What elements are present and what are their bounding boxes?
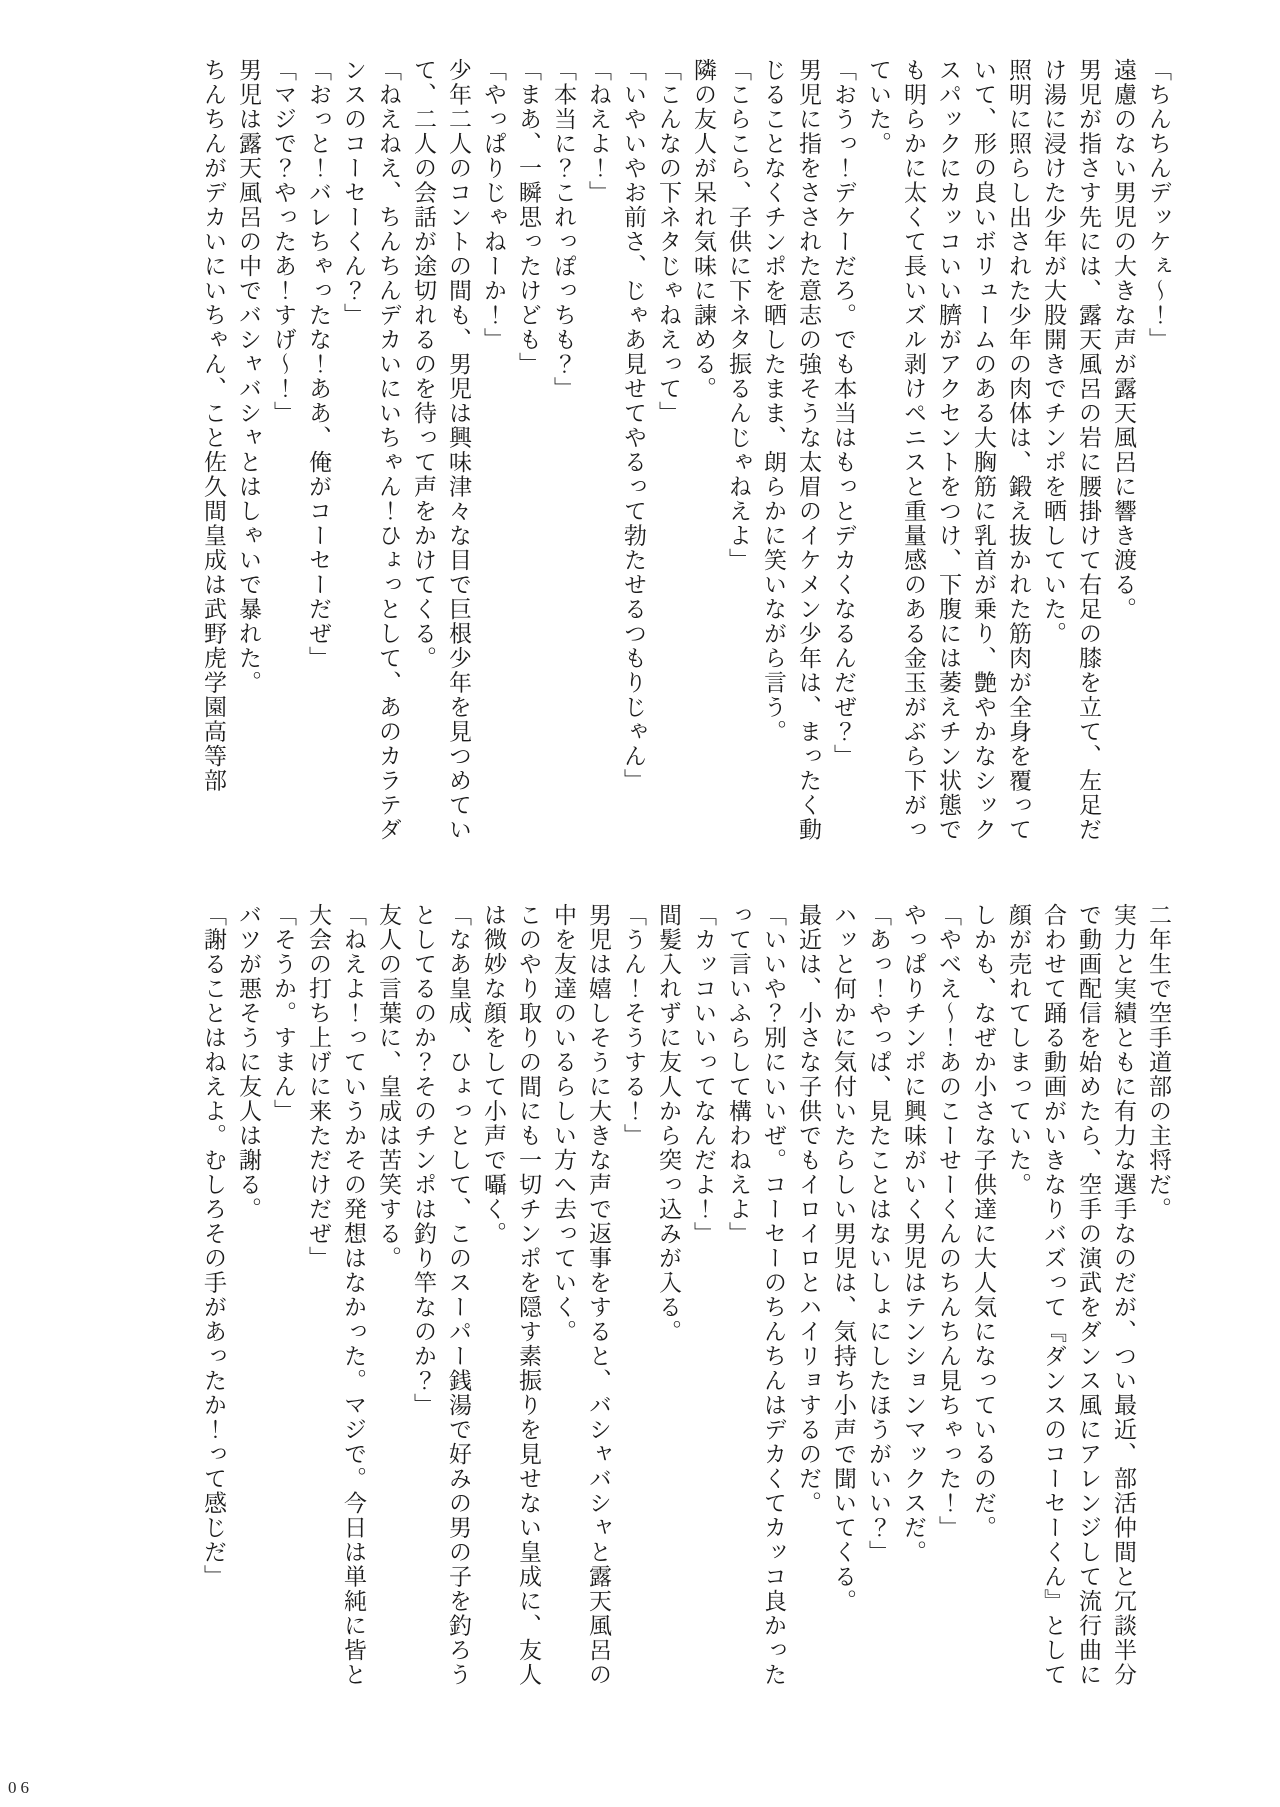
paragraph: 「まあ、一瞬思ったけども」 xyxy=(516,58,541,377)
text-block-bottom xyxy=(196,903,1176,1695)
paragraph: しかも、なぜか小さな子供達に大人気になっているのだ。 xyxy=(971,903,996,1540)
paragraph: やっぱりチンポに興味がいく男児はテンションマックスだ。 xyxy=(901,903,926,1565)
paragraph: 実力と実績ともに有力な選手なのだが、つい最近、部活仲間と冗談半分で動画配信を始めたら、空手の演武をダンス風にアレンジして流行曲に合わせて踊る動画がいきなりバズって『ダンスのコーセーくん』として顔が売れてしまっていた。 xyxy=(1006,903,1136,1687)
paragraph: 「やべえ～！あのこーせーくんのちんちん見ちゃった！」 xyxy=(936,903,961,1540)
paragraph: バツが悪そうに友人は謝る。 xyxy=(236,903,261,1222)
paragraph: 「本当に？これっぽっちも？」 xyxy=(551,58,576,401)
paragraph: 間髪入れずに友人から突っ込みが入る。 xyxy=(656,903,681,1344)
paragraph: 「こんなの下ネタじゃねえって」 xyxy=(656,58,681,426)
paragraph: 友人の言葉に、皇成は苦笑する。 xyxy=(376,903,401,1271)
paragraph: 男児が指さす先には、露天風呂の岩に腰掛けて右足の膝を立て、左足だけ湯に浸けた少年が大股開きでチンポを晒していた。 xyxy=(1041,58,1101,842)
paragraph: 「ねえよ！」 xyxy=(586,58,611,205)
paragraph: 「うん！そうする！」 xyxy=(621,903,646,1148)
paragraph: 「こらこら、子供に下ネタ振るんじゃねえよ」 xyxy=(726,58,751,573)
text-block-top xyxy=(196,58,1176,850)
paragraph: このやり取りの間にも一切チンポを隠す素振りを見せない皇成に、友人は微妙な顔をして小声で囁く。 xyxy=(481,903,541,1687)
paragraph: 少年二人のコントの間も、男児は興味津々な目で巨根少年を見つめていて、二人の会話が途切れるのを待って声をかけてくる。 xyxy=(411,58,471,842)
paragraph: 「ねえよ！っていうかその発想はなかった。マジで。今日は単純に皆と大会の打ち上げに来ただけだぜ」 xyxy=(306,903,366,1687)
paragraph: 隣の友人が呆れ気味に諫める。 xyxy=(691,58,716,401)
paragraph: 「ちんちんデッケぇ～！」 xyxy=(1146,58,1171,352)
paragraph: 照明に照らし出された少年の肉体は、鍛え抜かれた筋肉が全身を覆っていて、形の良いボリュームのある大胸筋に乳首が乗り、艶やかなシックスパックにカッコいい臍がアクセントをつけ、下腹には萎えチン状態でも明らかに太くて長いズル剥けペニスと重量感のある金玉がぶら下がっていた。 xyxy=(866,58,1031,842)
paragraph: 「なあ皇成、ひょっとして、このスーパー銭湯で好みの男の子を釣ろうとしてるのか？そのチンポは釣り竿なのか？」 xyxy=(411,903,471,1687)
page-number: 06 xyxy=(8,1778,33,1797)
paragraph: 「あっ！やっぱ、見たことはないしょにしたほうがいい？」 xyxy=(866,903,891,1565)
paragraph: 男児は嬉しそうに大きな声で返事をすると、バシャバシャと露天風呂の中を友達のいるらしい方へ去っていく。 xyxy=(551,903,611,1687)
paragraph: ちんちんがデカいにいちゃん、こと佐久間皇成は武野虎学園高等部 xyxy=(201,58,226,793)
paragraph: 遠慮のない男児の大きな声が露天風呂に響き渡る。 xyxy=(1111,58,1136,622)
paragraph: 「おっと！バレちゃったな！ああ、俺がコーセーだぜ」 xyxy=(306,58,331,671)
paragraph: 「謝ることはねえよ。むしろその手があったか！って感じだ」 xyxy=(201,903,226,1589)
paragraph: 「やっぱりじゃねーか！」 xyxy=(481,58,506,352)
paragraph: 「そうか。すまん」 xyxy=(271,903,296,1124)
paragraph: 「いいや？別にいいぜ。コーセーのちんちんはデカくてカッコ良かったって言いふらして構わねえよ」 xyxy=(726,903,786,1687)
paragraph: 「マジで？やったあ！すげ～！」 xyxy=(271,58,296,426)
paragraph: 「おうっ！デケーだろ。でも本当はもっとデカくなるんだぜ？」 xyxy=(831,58,856,769)
paragraph: 最近は、小さな子供でもイロイロとハイリョするのだ。 xyxy=(796,903,821,1516)
paragraph: 「ねえねえ、ちんちんデカいにいちゃん！ひょっとして、あのカラテダンスのコーセーくん？」 xyxy=(341,58,401,842)
paragraph: 男児は露天風呂の中でバシャバシャとはしゃいで暴れた。 xyxy=(236,58,261,695)
paragraph: 「いやいやお前さ、じゃあ見せてやるって勃たせるつもりじゃん」 xyxy=(621,58,646,793)
paragraph: 「カッコいいってなんだよ！」 xyxy=(691,903,716,1246)
paragraph: 男児に指をさされた意志の強そうな太眉のイケメン少年は、まったく動じることなくチンポを晒したまま、朗らかに笑いながら言う。 xyxy=(761,58,821,842)
paragraph: ハッと何かに気付いたらしい男児は、気持ち小声で聞いてくる。 xyxy=(831,903,856,1614)
paragraph: 二年生で空手道部の主将だ。 xyxy=(1146,903,1171,1222)
